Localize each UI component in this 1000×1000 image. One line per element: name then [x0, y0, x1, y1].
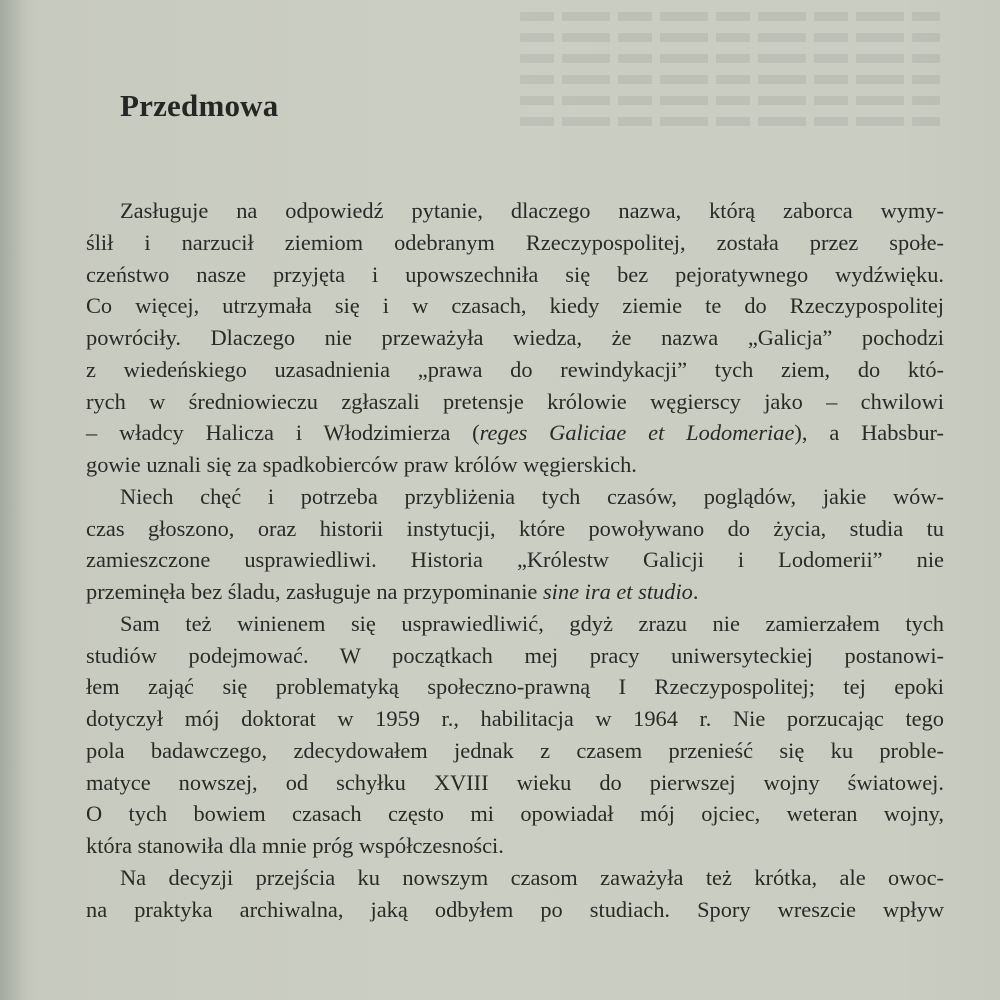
text-line: Niech chęć i potrzeba przybliżenia tych czasów, poglądów, jakie wów- — [120, 483, 944, 509]
text-line: czeństwo nasze przyjęta i upowszechniła się bez pejoratywnego wydźwięku. — [86, 261, 944, 287]
spine-shadow — [0, 0, 26, 1000]
reverse-side-bleed-through — [520, 0, 940, 200]
text-line: która stanowiła dla mnie próg współczesności. — [86, 833, 504, 858]
text-line: łem zająć się problematyką społeczno-prawną I Rzeczypospolitej; tej epoki — [86, 674, 944, 700]
text-line: zamieszczone usprawiedliwi. Historia „Królestw Galicji i Lodomerii” nie — [86, 547, 944, 573]
text-line: czas głoszono, oraz historii instytucji, które powoływano do życia, studia tu — [86, 515, 944, 541]
text-line: ślił i narzucił ziemiom odebranym Rzeczypospolitej, została przez społe- — [86, 229, 944, 255]
text-segment: ), a Habsbur- — [794, 420, 944, 446]
text-line: na praktyka archiwalna, jaką odbyłem po studiach. Spory wreszcie wpływ — [86, 896, 944, 922]
text-line: Co więcej, utrzymała się i w czasach, kiedy ziemie te do Rzeczypospolitej — [86, 293, 944, 319]
text-line: Sam też winienem się usprawiedliwić, gdyż zrazu nie zamierzałem tych — [120, 610, 944, 636]
italic-latin-phrase: sine ira et studio — [542, 579, 693, 604]
text-line — [86, 576, 944, 608]
text-line: powróciły. Dlaczego nie przeważyła wiedza, że nazwa „Galicja” pochodzi — [86, 325, 944, 350]
text-line: matyce nowszej, od schyłku XVIII wieku do pierwszej wojny światowej. — [86, 769, 944, 795]
text-line: rych w średniowieczu zgłaszali pretensje królowie węgierscy jako – chwilowi — [86, 388, 944, 414]
text-segment: przeminęła bez śladu, zasługuje na przypominanie — [86, 579, 543, 604]
text-line: O tych bowiem czasach często mi opowiadał mój ojciec, weteran wojny, — [86, 801, 944, 827]
page-title: Przedmowa — [120, 88, 279, 123]
paragraph-3 — [86, 608, 944, 862]
text-line: pola badawczego, zdecydowałem jednak z czasem przenieść się ku proble- — [86, 737, 944, 763]
text-line: Zasługuje na odpowiedź pytanie, dlaczego nazwa, którą zaborca wymy- — [120, 198, 944, 223]
body-text — [86, 195, 944, 925]
text-line: gowie uznali się za spadkobierców praw królów węgierskich. — [86, 452, 637, 477]
text-line: Na decyzji przejścia ku nowszym czasom zaważyła też krótka, ale owoc- — [120, 864, 944, 890]
text-line: dotyczył mój doktorat w 1959 r., habilitacja w 1964 r. Nie porzucając tego — [86, 706, 944, 731]
text-line: studiów podejmować. W początkach mej pracy uniwersyteckiej postanowi- — [86, 642, 944, 668]
text-line: z wiedeńskiego uzasadnienia „prawa do rewindykacji” tych ziem, do któ- — [86, 356, 944, 382]
paragraph-2 — [86, 481, 944, 608]
paragraph-1 — [86, 195, 944, 481]
text-segment: – władcy Halicza i Włodzimierza ( — [86, 420, 480, 446]
paragraph-4 — [86, 862, 944, 926]
text-segment: . — [692, 579, 699, 604]
text-line — [86, 417, 944, 449]
italic-latin-phrase: reges Galiciae et Lodomeriae — [479, 420, 795, 446]
